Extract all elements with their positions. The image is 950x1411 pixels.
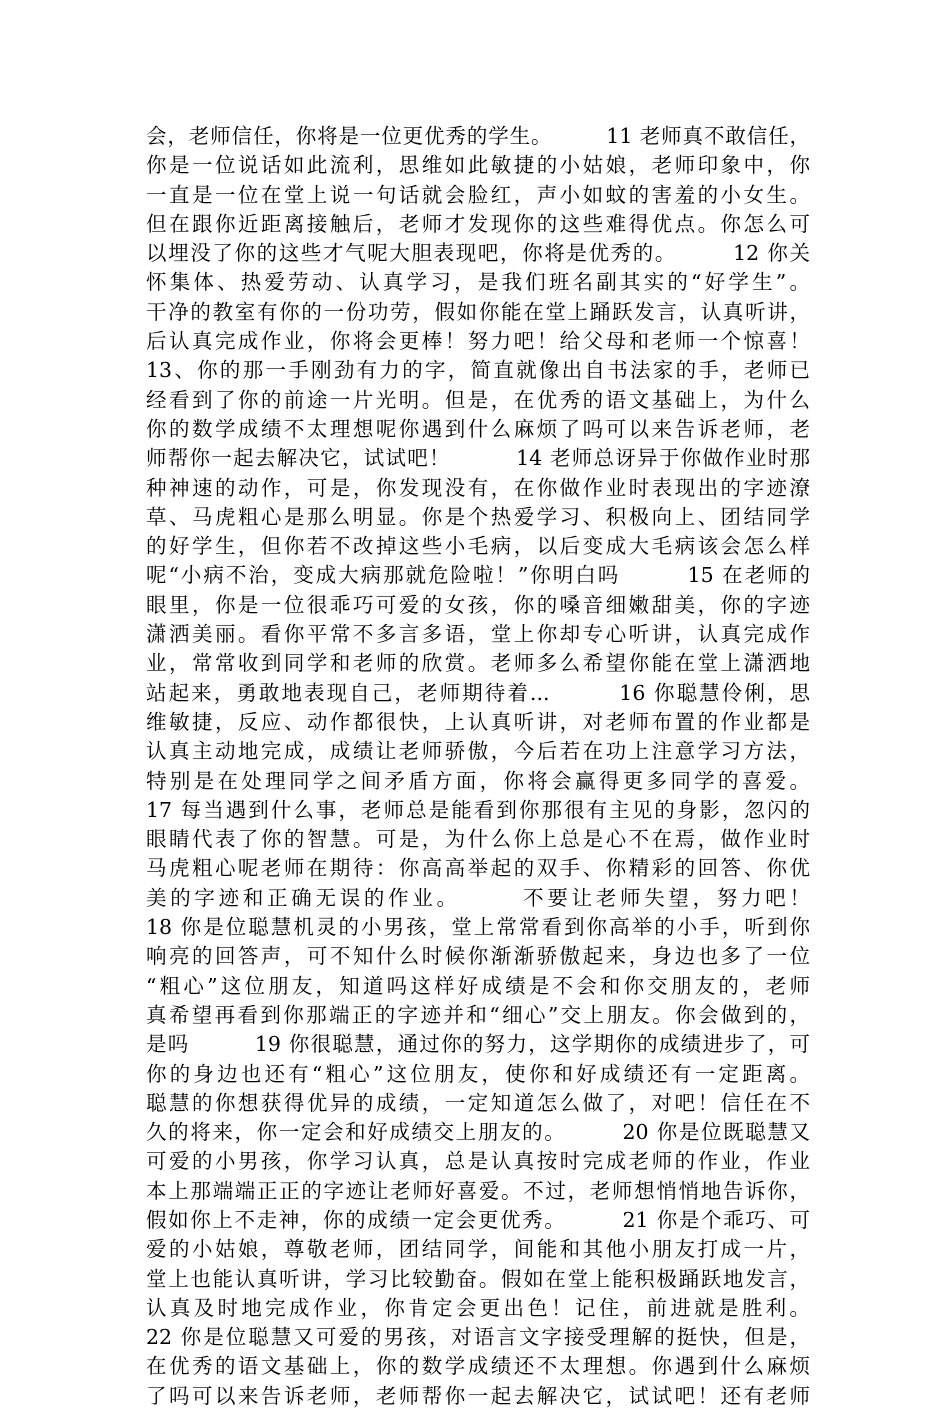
text-line: 草、马虎粗心是那么明显。你是个热爱学习、积极向上、团结同学 bbox=[146, 504, 810, 529]
text-line: 可爱的小男孩，你学习认真，总是认真按时完成老师的作业，作业 bbox=[146, 1149, 810, 1174]
text-line: 一直是一位在堂上说一句话就会脸红，声小如蚊的害羞的小女生。 bbox=[146, 182, 810, 207]
text-line: 的好学生，但你若不改掉这些小毛病，以后变成大毛病该会怎么样 bbox=[146, 534, 810, 559]
text-line: 后认真完成作业，你将会更棒！努力吧！给父母和老师一个惊喜！ bbox=[146, 329, 810, 354]
text-line: 真希望再看到你那端正的字迹并和“细心”交上朋友。你会做到的， bbox=[146, 1002, 810, 1027]
text-line: 马虎粗心呢老师在期待：你高高举起的双手、你精彩的回答、你优 bbox=[146, 856, 810, 881]
text-line: 特别是在处理同学之间矛盾方面，你将会赢得更多同学的喜爱。 bbox=[146, 768, 810, 793]
text-line: 潇洒美丽。看你平常不多言多语，堂上你却专心听讲，认真完成作 bbox=[146, 622, 810, 647]
text-line: 经看到了你的前途一片光明。但是，在优秀的语文基础上，为什么 bbox=[146, 387, 810, 412]
text-line: 认真主动地完成，成绩让老师骄傲，今后若在功上注意学习方法， bbox=[146, 739, 810, 764]
text-line: 聪慧的你想获得优异的成绩，一定知道怎么做了，对吧！信任在不 bbox=[146, 1090, 810, 1115]
text-line: 以埋没了你的这些才气呢大胆表现吧，你将是优秀的。 12 你关 bbox=[146, 241, 810, 266]
text-line: 是吗 19 你很聪慧，通过你的努力，这学期你的成绩进步了，可 bbox=[146, 1032, 810, 1057]
text-line: 响亮的回答声，可不知什么时候你渐渐骄傲起来，身边也多了一位 bbox=[146, 944, 810, 969]
text-line: 本上那端端正正的字迹让老师好喜爱。不过，老师想悄悄地告诉你， bbox=[146, 1178, 810, 1203]
text-line: 爱的小姑娘，尊敬老师，团结同学，间能和其他小朋友打成一片， bbox=[146, 1237, 810, 1262]
text-line: 久的将来，你一定会和好成绩交上朋友的。 20 你是位既聪慧又 bbox=[146, 1120, 810, 1145]
text-line: “粗心”这位朋友，知道吗这样好成绩是不会和你交朋友的，老师 bbox=[146, 973, 810, 998]
text-line: 维敏捷，反应、动作都很快，上认真听讲，对老师布置的作业都是 bbox=[146, 709, 810, 734]
text-line: 眼睛代表了你的智慧。可是，为什么你上总是心不在焉，做作业时 bbox=[146, 827, 810, 852]
text-line: 干净的教室有你的一份功劳，假如你能在堂上踊跃发言，认真听讲， bbox=[146, 299, 810, 324]
text-line: 师帮你一起去解决它，试试吧！ 14 老师总讶异于你做作业时那 bbox=[146, 446, 810, 471]
text-line: 堂上也能认真听讲，学习比较勤奋。假如在堂上能积极踊跃地发言， bbox=[146, 1266, 810, 1291]
text-line: 眼里，你是一位很乖巧可爱的女孩，你的嗓音细嫩甜美，你的字迹 bbox=[146, 592, 810, 617]
text-line: 22 你是位聪慧又可爱的男孩，对语言文字接受理解的挺快，但是， bbox=[146, 1325, 810, 1350]
text-line: 假如你上不走神，你的成绩一定会更优秀。 21 你是个乖巧、可 bbox=[146, 1207, 810, 1232]
text-line: 18 你是位聪慧机灵的小男孩，堂上常常看到你高举的小手，听到你 bbox=[146, 915, 810, 940]
text-line: 你的身边也还有“粗心”这位朋友，使你和好成绩还有一定距离。 bbox=[146, 1061, 810, 1086]
text-line: 种神速的动作，可是，你发现没有，在你做作业时表现出的字迹潦 bbox=[146, 475, 810, 500]
text-line: 业，常常收到同学和老师的欣赏。老师多么希望你能在堂上潇洒地 bbox=[146, 651, 810, 676]
document-body-text bbox=[146, 122, 810, 1411]
text-line: 呢“小病不治，变成大病那就危险啦！”你明白吗 15 在老师的 bbox=[146, 563, 810, 588]
text-line: 站起来，勇敢地表现自己，老师期待着... 16 你聪慧伶俐，思 bbox=[146, 680, 810, 705]
text-line: 在优秀的语文基础上，你的数学成绩还不太理想。你遇到什么麻烦 bbox=[146, 1354, 810, 1379]
text-line: 美的字迹和正确无误的作业。 不要让老师失望，努力吧！ bbox=[146, 885, 810, 910]
text-line: 了吗可以来告诉老师，老师帮你一起去解决它，试试吧！还有老师 bbox=[146, 1383, 810, 1408]
text-line: 你的数学成绩不太理想呢你遇到什么麻烦了吗可以来告诉老师，老 bbox=[146, 416, 810, 441]
text-line: 但在跟你近距离接触后，老师才发现你的这些难得优点。你怎么可 bbox=[146, 211, 810, 236]
text-line: 会，老师信任，你将是一位更优秀的学生。 11 老师真不敢信任， bbox=[146, 124, 810, 148]
text-line: 认真及时地完成作业，你肯定会更出色！记住，前进就是胜利。 bbox=[146, 1295, 810, 1320]
text-line: 怀集体、热爱劳动、认真学习，是我们班名副其实的“好学生”。 bbox=[146, 270, 810, 295]
text-line: 17 每当遇到什么事，老师总是能看到你那很有主见的身影，忽闪的 bbox=[146, 797, 810, 822]
text-line: 你是一位说话如此流利，思维如此敏捷的小姑娘，老师印象中，你 bbox=[146, 153, 810, 178]
text-line: 13、你的那一手刚劲有力的字，简直就像出自书法家的手，老师已 bbox=[146, 358, 810, 383]
